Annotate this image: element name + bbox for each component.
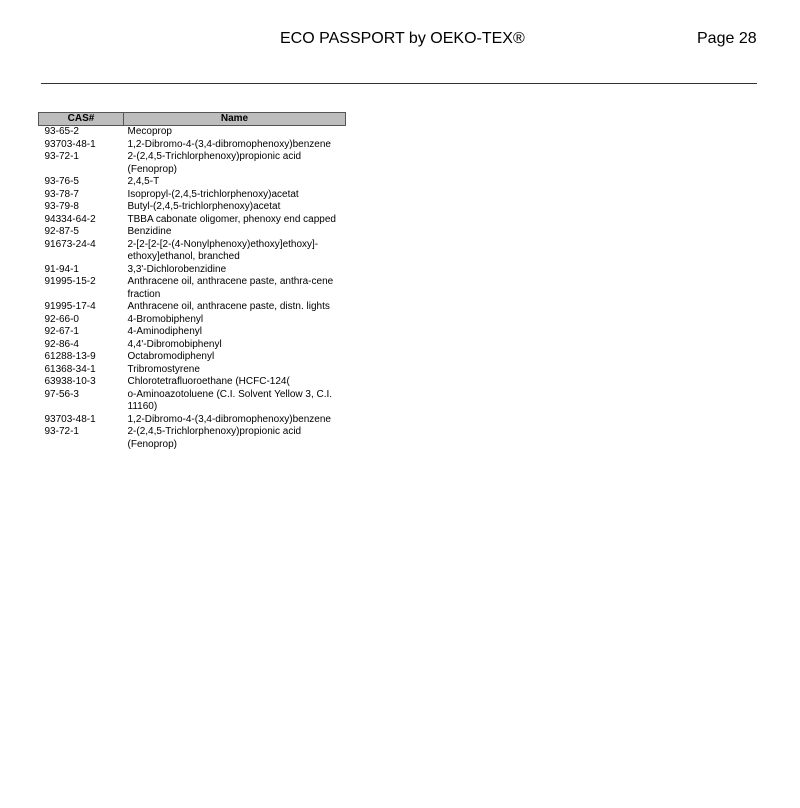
column-header-name: Name xyxy=(124,113,346,126)
table-row xyxy=(39,364,346,377)
document-title: ECO PASSPORT by OEKO-TEX® xyxy=(280,30,525,47)
substance-name: 4-Bromobiphenyl xyxy=(127,313,204,325)
substance-name: o-Aminoazotoluene (C.I. Solvent Yellow 3, C.I. 11160) xyxy=(127,388,333,412)
table-row xyxy=(39,126,346,139)
cas-number: 93-79-8 xyxy=(44,201,79,212)
substance-name: Benzidine xyxy=(127,226,172,237)
cas-number: 61288-13-9 xyxy=(44,351,96,362)
table-body xyxy=(39,126,346,452)
cas-number: 93-72-1 xyxy=(44,426,79,437)
substance-table xyxy=(38,112,346,451)
substance-name: Isopropyl-(2,4,5-trichlorphenoxy)acetat xyxy=(127,188,299,200)
cas-number: 63938-10-3 xyxy=(44,376,96,387)
cas-number: 92-86-4 xyxy=(44,338,79,350)
table-header-row xyxy=(39,113,346,126)
cas-number: 92-67-1 xyxy=(44,326,79,337)
table-row xyxy=(39,426,346,451)
table-row xyxy=(39,264,346,277)
substance-name: Butyl-(2,4,5-trichlorphenoxy)acetat xyxy=(127,201,281,212)
page-number: Page 28 xyxy=(697,30,757,47)
table-row xyxy=(39,226,346,239)
cas-number: 93-72-1 xyxy=(44,151,79,162)
substance-name: Chlorotetrafluoroethane (HCFC-124( xyxy=(127,376,290,387)
table-row xyxy=(39,214,346,227)
table-row xyxy=(39,301,346,314)
substance-name: Anthracene oil, anthracene paste, distn. lights xyxy=(127,301,330,312)
cas-number: 93-65-2 xyxy=(44,126,79,137)
table-row xyxy=(39,239,346,264)
header-divider xyxy=(41,83,757,84)
substance-name: Anthracene oil, anthracene paste, anthra-cene fraction xyxy=(127,276,334,300)
cas-number: 93703-48-1 xyxy=(44,413,96,425)
substance-name: 4,4'-Dibromobiphenyl xyxy=(127,338,222,350)
cas-number: 91-94-1 xyxy=(44,263,79,275)
column-header-cas: CAS# xyxy=(39,113,124,126)
cas-number: 93-78-7 xyxy=(44,188,79,200)
cas-number: 92-66-0 xyxy=(44,313,79,325)
table-row xyxy=(39,276,346,301)
cas-number: 97-56-3 xyxy=(44,388,79,400)
cas-number: 93-76-5 xyxy=(44,176,79,187)
table-header xyxy=(39,113,346,126)
cas-number: 92-87-5 xyxy=(44,226,79,237)
substance-name: 1,2-Dibromo-4-(3,4-dibromophenoxy)benzene xyxy=(127,138,331,150)
table-row xyxy=(39,339,346,352)
cas-number: 94334-64-2 xyxy=(44,213,96,225)
substance-name: 2-(2,4,5-Trichlorphenoxy)propionic acid (Fenoprop) xyxy=(127,426,302,450)
substance-name: Octabromodiphenyl xyxy=(127,351,215,362)
substance-name: TBBA cabonate oligomer, phenoxy end capped xyxy=(127,213,336,225)
substance-name: Tribromostyrene xyxy=(127,363,200,375)
substance-name: 2-[2-[2-[2-(4-Nonylphenoxy)ethoxy]ethoxy]-ethoxy]ethanol, branched xyxy=(127,238,319,262)
table-row xyxy=(39,176,346,189)
table-row xyxy=(39,376,346,389)
substance-name: 1,2-Dibromo-4-(3,4-dibromophenoxy)benzene xyxy=(127,413,331,425)
substance-name: 4-Aminodiphenyl xyxy=(127,326,202,337)
table-row xyxy=(39,139,346,152)
table-row xyxy=(39,314,346,327)
table-row xyxy=(39,189,346,202)
table-row xyxy=(39,201,346,214)
table-row xyxy=(39,351,346,364)
cas-number: 91673-24-4 xyxy=(44,238,96,250)
table-row xyxy=(39,414,346,427)
cas-number: 61368-34-1 xyxy=(44,363,96,375)
cas-number: 91995-17-4 xyxy=(44,301,96,312)
substance-name: 3,3'-Dichlorobenzidine xyxy=(127,263,227,275)
table-row xyxy=(39,389,346,414)
substance-name: 2-(2,4,5-Trichlorphenoxy)propionic acid (Fenoprop) xyxy=(127,151,302,175)
cas-number: 93703-48-1 xyxy=(44,138,96,150)
substance-name: 2,4,5-T xyxy=(127,176,160,187)
table-row xyxy=(39,151,346,176)
cas-number: 91995-15-2 xyxy=(44,276,96,287)
substance-name: Mecoprop xyxy=(127,126,172,137)
table-row xyxy=(39,326,346,339)
